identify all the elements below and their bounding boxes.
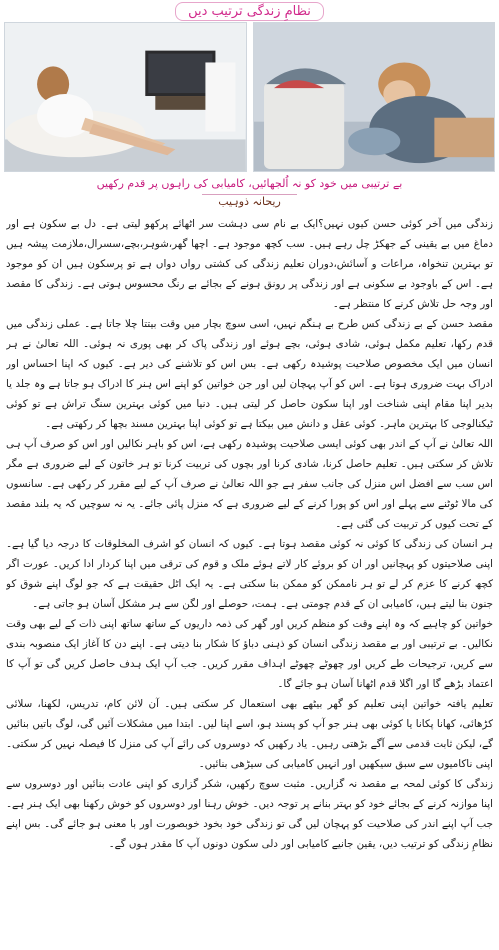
woman-relaxing-illustration xyxy=(5,23,246,171)
byline xyxy=(0,192,499,210)
article-paragraph: ہر انسان کی زندگی کا کوئی نہ کوئی مقصد ہوتا ہے۔ کیوں کہ انسان کو اشرف المخلوقات کا درجہ دیا گیا ہے۔ اپنی صلاحیتوں کو پہچانیں اور ان کو بروئے کار لاتے ہوئے ملک و قوم کی ترقی میں اپنا کردار ادا کریں۔ عورت اگر کچھ کرنے کا عزم کر لے تو ہر ناممکن کو ممکن بنا سکتی ہے۔ یہ ایک اٹل حقیقت ہے کہ جو لوگ اپنے شوق کو جنون بنا لیتے ہیں، کامیابی ان کے قدم چومتی ہے۔ ہمت، حوصلے اور لگن سے ہر مشکل آسان ہو جاتی ہے۔ xyxy=(6,538,493,610)
article-paragraph: زندگی کا کوئی لمحہ بے مقصد نہ گزاریں۔ مثبت سوچ رکھیں، شکر گزاری کو اپنی عادت بنائیں اور دوسروں سے اپنا موازنہ کرنے کے بجائے خود کو بہتر بنانے پر توجہ دیں۔ خوش رہنا اور دوسروں کو خوش رکھنا بھی ایک ہنر ہے۔ جب آپ اپنے اندر کی صلاحیت کو پہچان لیں گی تو زندگی خود بخود خوبصورت اور با معنی ہو جائے گی۔ بس اپنے نظامِ زندگی کو ترتیب دیں، یقین جانیے کامیابی اور دلی سکون دونوں آپ کا مقدر ہوں گے۔ xyxy=(6,778,493,850)
article-title: نظامِ زندگی ترتیب دیں xyxy=(175,2,324,21)
article-paragraph: زندگی میں آخر کوئی حسن کیوں نہیں؟ایک بے نام سی دہشت سر اٹھائے پرکھو لیتی ہے۔ دل بے سکون ہے اور دماغ میں بے یقینی کے جھکڑ چل رہے ہیں۔ سب کچھ موجود ہے۔ اچھا گھر،شوہر،بچے،سسرال،ملازمت پیشہ ہیں تو بہترین تنخواہ، مراعات و آسائش،دوران تعلیم زندگی کی کشتی رواں دواں ہے تو پرسکون ہیں ان کو موجود ہے۔ اس کے باوجود بے سکونی ہے اور زندگی پر رونق ہونے کے بجائے بے رنگ محسوس ہوتی ہے۔ زندگی کا مقصد اور وجہ حل تلاش کرنے کا منتظر ہے۔ xyxy=(6,218,493,310)
photo-caption xyxy=(0,174,499,192)
article-paragraph: خواتین کو چاہیے کہ وہ اپنے وقت کو منظم کریں اور گھر کی ذمہ داریوں کے ساتھ ساتھ اپنی ذات کے لیے بھی وقت نکالیں۔ بے ترتیبی اور بے مقصد زندگی انسان کو ذہنی دباؤ کا شکار بنا دیتی ہے۔ اپنے دن کا آغاز ایک منصوبہ بندی سے کریں، ترجیحات طے کریں اور چھوٹے چھوٹے اہداف مقرر کریں۔ جب آپ ایک ہدف حاصل کریں گی تو آپ کا اعتماد بڑھے گا اور اگلا قدم اٹھانا آسان ہو جائے گا۔ xyxy=(6,618,493,690)
photo-tired-woman-laundry xyxy=(253,22,496,172)
caption-text: بے ترتیبی میں خود کو نہ اُلجھائیں، کامیابی کی راہوں پر قدم رکھیں xyxy=(96,176,403,190)
tired-woman-illustration xyxy=(254,23,495,171)
article-body xyxy=(6,214,493,942)
author-name: ریحانہ ذوہیب xyxy=(202,194,297,208)
article-paragraph: مقصد حسن کے بے زندگی کس طرح بے ہنگم نہیں، اسی سوچ بچار میں وقت بیتتا چلا جاتا ہے۔ عملی زندگی میں قدم رکھا، تعلیم مکمل ہوئی، شادی ہوئی، بچے ہوئے اور زندگی پاک کر بھی پوری نہ ہوئی۔ اللہ تعالیٰ نے ہر انسان میں ایک مخصوص صلاحیت پوشیدہ رکھی ہے۔ بس اس کو تلاشنے کی دیر ہے۔ کیوں کہ اپنا احساس اور ادراک بہت ضروری ہوتا ہے۔ اس کو آپ پہچان لیں اور جن خواتین کو اپنے اس ہنر کا ادراک ہو جاتا ہے وہ جلد یا بدیر اپنا مقام اپنی شناخت اور اپنا سکون حاصل کر لیتی ہیں۔ دنیا میں کوئی بہترین سنگ تراش ہے تو کوئی ٹیکنالوجی کا بہترین ماہر۔ کوئی عقل و دانش میں بیکتا ہے تو کوئی اپنا بہترین مسند بچھا کر رکھتی ہے۔ xyxy=(6,318,493,430)
article-paragraph: تعلیم یافتہ خواتین اپنی تعلیم کو گھر بیٹھے بھی استعمال کر سکتی ہیں۔ آن لائن کام، تدریس، لکھنا، سلائی کڑھائی، کھانا پکانا یا کوئی بھی ہنر جو آپ کو پسند ہو، اسے اپنا لیں۔ ابتدا میں مشکلات آئیں گی، لوگ باتیں بنائیں گے، لیکن ثابت قدمی سے آگے بڑھتی رہیں۔ یاد رکھیں کہ دوسروں کی رائے آپ کی منزل کا فیصلہ نہیں کر سکتی۔ اپنی ناکامیوں سے سبق سیکھیں اور انہیں کامیابی کی سیڑھی بنائیں۔ xyxy=(6,698,493,770)
photo-strip xyxy=(4,22,495,172)
photo-woman-relaxing-tv xyxy=(4,22,247,172)
article-paragraph: اللہ تعالیٰ نے آپ کے اندر بھی کوئی ایسی صلاحیت پوشیدہ رکھی ہے، اس کو باہر نکالیں اور اس کو صرف آپ ہی تلاش کر سکتی ہیں۔ تعلیم حاصل کرنا، شادی کرنا اور بچوں کی تربیت کرنا تو ہر خاتون کے لیے ضروری ہے مگر اس سب سے افضل اس منزل کی جانب سفر ہے جو اللہ تعالیٰ نے صرف آپ کے لیے مقرر کر رکھی ہے۔ سانسوں کی مالا ٹوٹنے سے پہلے اور اس کو پورا کرنے کے لیے ضروری ہے کہ منزل پائی جائے۔ یہ نہ سوچیں کہ یہ بلند مقصد کے تحت کیوں کر تربیت کی گئی ہے۔ xyxy=(6,438,493,530)
header xyxy=(0,0,499,22)
